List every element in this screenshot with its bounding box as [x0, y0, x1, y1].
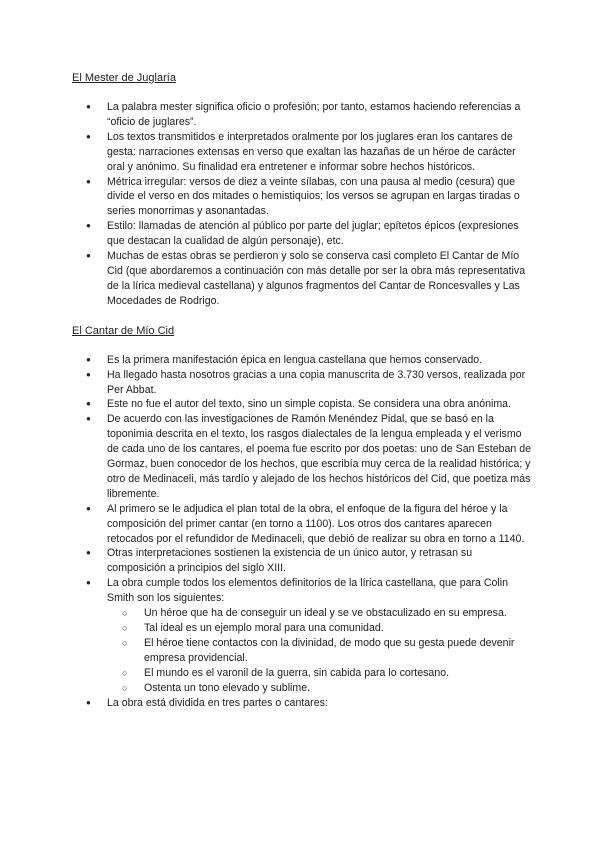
list-item: ● Métrica irregular: versos de diez a veinte sílabas, con una pausa al medio (cesura) que divide el verso en dos mitades o hemistiquios; los versos se agrupan en largas tiradas o series monorrimas y asonantadas.	[72, 175, 532, 220]
list-item: ● Estilo: llamadas de atención al público por parte del juglar; epítetos épicos (expresiones que destacan la cualidad de algún personaje), etc.	[72, 219, 532, 249]
sub-list-item: ○ Tal ideal es un ejemplo moral para una comunidad.	[107, 621, 532, 636]
list-item: ● Los textos transmitidos e interpretados oralmente por los juglares eran los cantares de gesta: narraciones extensas en verso que exaltan las hazañas de un héroe de carácter oral y anónimo. Su finalidad era entretener e informar sobre hechos históricos.	[72, 130, 532, 175]
list-item: ● Este no fue el autor del texto, sino un simple copista. Se considera una obra anónima.	[72, 397, 532, 412]
list-item: ● La palabra mester significa oficio o profesión; por tanto, estamos haciendo referencias a “oficio de juglares”.	[72, 100, 532, 130]
sub-list-item: ○ El héroe tiene contactos con la divinidad, de modo que su gesta puede devenir empresa providencial.	[107, 636, 532, 666]
list-item-with-sublist	[72, 576, 532, 695]
list-item: ● Muchas de estas obras se perdieron y solo se conserva casi completo El Cantar de Mío Cid (que abordaremos a continuación con más detalle por ser la obra más representativa de la lírica medieval castellana) y algunos fragmentos del Cantar de Roncesvalles y Las Mocedades de Rodrigo.	[72, 249, 532, 309]
section-title-cantar: El Cantar de Mío Cid	[72, 324, 175, 337]
list-item: ● Es la primera manifestación épica en lengua castellana que hemos conservado.	[72, 353, 532, 368]
list-item-text: La obra cumple todos los elementos definitorios de la lírica castellana, que para Colin Smith son los siguientes:	[107, 577, 509, 605]
list-item: ● La obra está dividida en tres partes o cantares:	[72, 696, 532, 711]
list-item: ● De acuerdo con las investigaciones de Ramón Menéndez Pidal, que se basó en la toponimia descrita en el texto, los rasgos dialectales de la lengua empleada y el verismo de cada uno de los cantares, el poema fue escrito por dos poetas: uno de San Esteban de Gormaz, buen conocedor de los hechos, que escribía muy cerca de la realidad histórica; y otro de Medinaceli, más tardío y alejado de los hechos históricos del Cid, que poetiza más libremente.	[72, 412, 532, 501]
bullet-list-cantar	[72, 353, 532, 711]
sub-list-item: ○ El mundo es el varonil de la guerra, sin cabida para lo cortesano.	[107, 666, 532, 681]
sub-list-item: ○ Un héroe que ha de conseguir un ideal y se ve obstaculizado en su empresa.	[107, 606, 532, 621]
sub-list-item: ○ Ostenta un tono elevado y sublime.	[107, 681, 532, 696]
sub-bullet-list	[107, 606, 532, 695]
list-item: ● Ha llegado hasta nosotros gracias a una copia manuscrita de 3.730 versos, realizada por Per Abbat.	[72, 368, 532, 398]
list-item: ● Otras interpretaciones sostienen la existencia de un único autor, y retrasan su composición a principios del siglo XIII.	[72, 546, 532, 576]
section-title-mester: El Mester de Juglaría	[72, 72, 176, 84]
list-item: ● Al primero se le adjudica el plan total de la obra, el enfoque de la figura del héroe y la composición del primer cantar (en torno a 1100). Los otros dos cantares aparecen retocados por el refundidor de Medinaceli, que debió de realizar su obra en torno a 1140.	[72, 502, 532, 547]
bullet-list-mester	[72, 100, 532, 309]
document-content	[72, 71, 532, 710]
